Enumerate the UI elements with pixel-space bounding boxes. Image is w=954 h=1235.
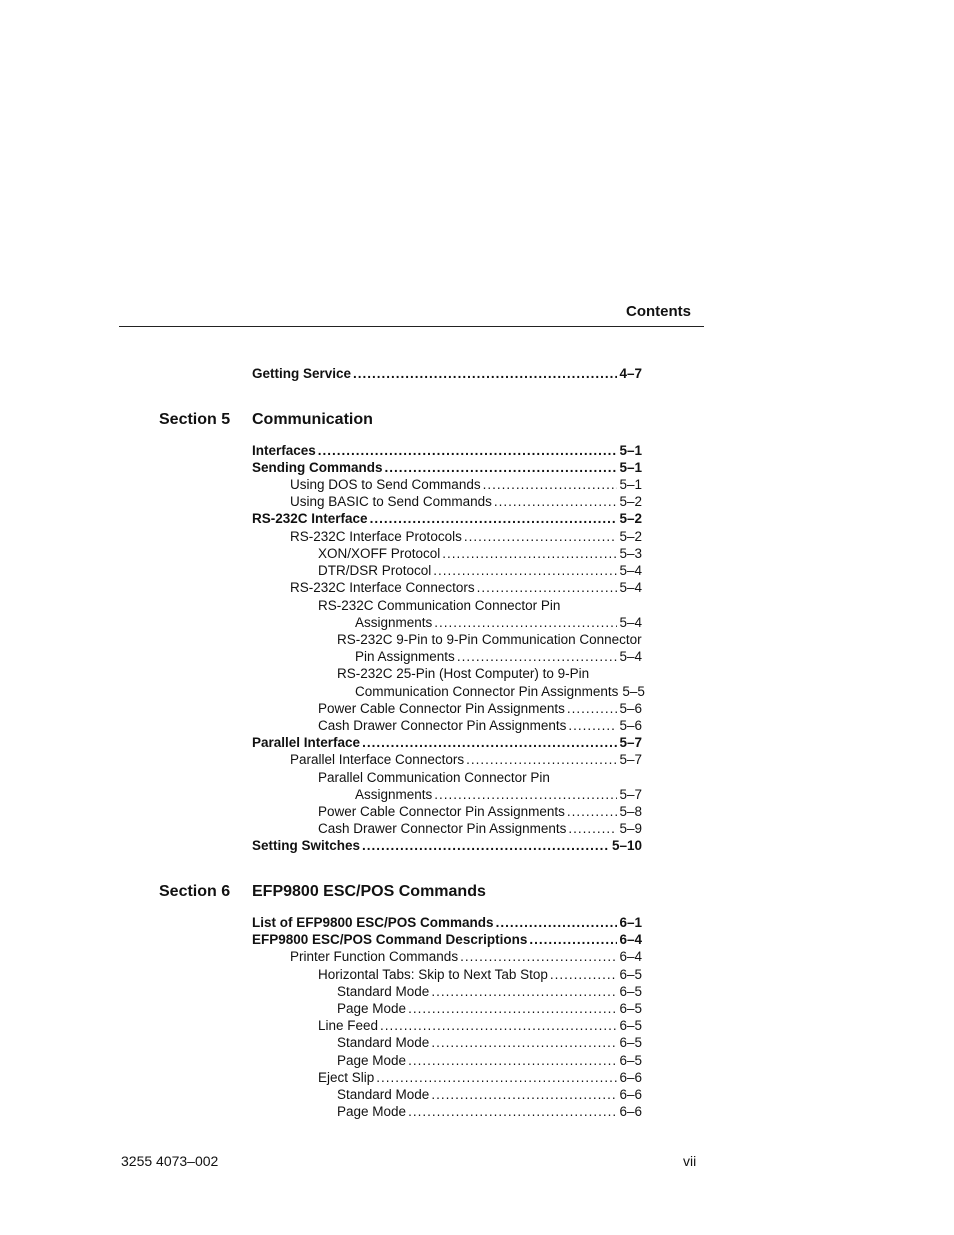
toc-entry[interactable] xyxy=(337,1103,642,1120)
toc-entry-page: 6–5 xyxy=(619,984,642,999)
toc-entry[interactable] xyxy=(318,562,642,579)
toc-entry[interactable] xyxy=(252,931,642,948)
toc-entry-title: Printer Function Commands xyxy=(290,949,459,964)
toc-entry[interactable] xyxy=(355,786,642,803)
toc-entry[interactable] xyxy=(318,717,642,734)
toc-entry[interactable] xyxy=(290,751,642,768)
section-title: EFP9800 ESC/POS Commands xyxy=(252,883,486,900)
toc-entry-page: 5–3 xyxy=(619,546,642,561)
toc-entry-title: Standard Mode xyxy=(337,1087,430,1102)
toc-entry-page: 5–2 xyxy=(619,494,642,509)
dot-leader xyxy=(370,510,618,527)
toc-entry-title: Sending Commands xyxy=(252,460,383,475)
toc-entry-page: 5–4 xyxy=(619,615,642,630)
toc-entry-title: Parallel Interface Connectors xyxy=(290,752,465,767)
toc-entry-page: 6–4 xyxy=(619,932,642,947)
running-header-title: Contents xyxy=(626,303,691,320)
footer-page-number: vii xyxy=(683,1153,697,1169)
toc-entry[interactable] xyxy=(355,614,642,631)
toc-entry-page: 6–6 xyxy=(619,1070,642,1085)
header-rule xyxy=(119,326,704,327)
toc-entry-title: Standard Mode xyxy=(337,1035,430,1050)
toc-entry-title: RS-232C Interface xyxy=(252,511,368,526)
toc-entry-page: 5–6 xyxy=(619,718,642,733)
toc-entry-page: 5–10 xyxy=(611,838,642,853)
toc-entry[interactable] xyxy=(290,476,642,493)
dot-leader xyxy=(568,820,617,837)
dot-leader xyxy=(353,365,617,382)
toc-entry[interactable] xyxy=(337,1086,642,1103)
toc-entry-page: 5–4 xyxy=(619,563,642,578)
dot-leader xyxy=(431,1034,617,1051)
toc-entry-title: EFP9800 ESC/POS Command Descriptions xyxy=(252,932,528,947)
dot-leader xyxy=(433,562,617,579)
dot-leader xyxy=(408,1052,617,1069)
dot-leader xyxy=(460,948,617,965)
toc-entry-title: Line Feed xyxy=(318,1018,379,1033)
toc-entry[interactable] xyxy=(252,510,642,527)
toc-entry-page: 6–5 xyxy=(619,1018,642,1033)
toc-entry-title: Setting Switches xyxy=(252,838,361,853)
toc-entry-page: 5–1 xyxy=(619,460,642,475)
toc-entry-title: Parallel Interface xyxy=(252,735,361,750)
toc-entry-page: 6–6 xyxy=(619,1087,642,1102)
dot-leader xyxy=(442,545,617,562)
dot-leader xyxy=(464,528,618,545)
toc-entry[interactable] xyxy=(318,966,642,983)
toc-entry-title-line: RS-232C 25-Pin (Host Computer) to 9-Pin xyxy=(337,666,590,681)
toc-entry-title: Assignments xyxy=(355,787,433,802)
toc-entry[interactable] xyxy=(337,983,642,1000)
toc-entry-title: Page Mode xyxy=(337,1001,407,1016)
toc-entry-page: 5–8 xyxy=(619,804,642,819)
toc-entry[interactable] xyxy=(290,579,642,596)
dot-leader xyxy=(477,579,618,596)
toc-entry-title: Communication Connector Pin Assignments xyxy=(355,684,619,699)
toc-entry[interactable] xyxy=(337,1052,642,1069)
toc-entry-page: 5–2 xyxy=(619,529,642,544)
dot-leader xyxy=(408,1000,617,1017)
dot-leader xyxy=(431,983,617,1000)
toc-entry-title: DTR/DSR Protocol xyxy=(318,563,432,578)
toc-entry-title: Page Mode xyxy=(337,1053,407,1068)
dot-leader xyxy=(568,717,617,734)
toc-entry[interactable] xyxy=(337,1034,642,1051)
toc-entry-page: 6–5 xyxy=(619,1053,642,1068)
toc-entry-page: 5–9 xyxy=(619,821,642,836)
section-label: Section 6 xyxy=(159,883,231,900)
dot-leader xyxy=(434,614,617,631)
dot-leader xyxy=(376,1069,617,1086)
toc-entry[interactable] xyxy=(290,493,642,510)
toc-entry-title: Cash Drawer Connector Pin Assignments xyxy=(318,821,567,836)
toc-entry[interactable] xyxy=(318,820,642,837)
toc-entry-page: 5–6 xyxy=(619,701,642,716)
toc-entry[interactable] xyxy=(252,837,642,854)
toc-entry[interactable] xyxy=(337,1000,642,1017)
toc-entry-page: 6–5 xyxy=(619,967,642,982)
toc-entry-title: Eject Slip xyxy=(318,1070,375,1085)
dot-leader xyxy=(362,734,617,751)
toc-entry[interactable] xyxy=(252,365,642,382)
section-label: Section 5 xyxy=(159,411,231,428)
dot-leader xyxy=(457,648,618,665)
toc-entry-title: Assignments xyxy=(355,615,433,630)
dot-leader xyxy=(483,476,618,493)
toc-entry-title: Power Cable Connector Pin Assignments xyxy=(318,804,565,819)
toc-entry-page: 5–4 xyxy=(619,649,642,664)
toc-entry-title: XON/XOFF Protocol xyxy=(318,546,441,561)
toc-entry[interactable] xyxy=(318,1017,642,1034)
toc-entry-title: RS-232C Interface Connectors xyxy=(290,580,475,595)
dot-leader xyxy=(529,931,617,948)
dot-leader xyxy=(494,493,618,510)
dot-leader xyxy=(550,966,618,983)
dot-leader xyxy=(380,1017,617,1034)
toc-entry[interactable] xyxy=(290,528,642,545)
toc-entry-title: Using DOS to Send Commands xyxy=(290,477,481,492)
toc-entry-page: 5–5 xyxy=(622,684,645,699)
dot-leader xyxy=(434,786,617,803)
toc-entry-page: 6–5 xyxy=(619,1001,642,1016)
toc-entry[interactable] xyxy=(290,948,642,965)
toc-entry-title: Interfaces xyxy=(252,443,316,458)
toc-entry-title: Using BASIC to Send Commands xyxy=(290,494,492,509)
toc-entry-title-line: Parallel Communication Connector Pin xyxy=(318,770,550,785)
toc-entry-title: Standard Mode xyxy=(337,984,430,999)
toc-entry-title: Horizontal Tabs: Skip to Next Tab Stop xyxy=(318,967,548,982)
toc-entry-title: Pin Assignments xyxy=(355,649,455,664)
toc-entry[interactable] xyxy=(318,803,642,820)
dot-leader xyxy=(385,459,618,476)
toc-entry-page: 6–1 xyxy=(619,915,642,930)
toc-entry-title: Page Mode xyxy=(337,1104,407,1119)
toc-entry-title: Cash Drawer Connector Pin Assignments xyxy=(318,718,567,733)
toc-entry-title-line: RS-232C 9-Pin to 9-Pin Communication Connector xyxy=(337,632,642,647)
toc-entry[interactable] xyxy=(252,459,642,476)
dot-leader xyxy=(318,442,618,459)
toc-entry[interactable] xyxy=(318,1069,642,1086)
toc-entry-page: 5–4 xyxy=(619,580,642,595)
toc-entry[interactable] xyxy=(252,442,642,459)
dot-leader xyxy=(408,1103,617,1120)
toc-entry-page: 5–7 xyxy=(619,752,642,767)
toc-entry-title-line: RS-232C Communication Connector Pin xyxy=(318,598,561,613)
toc-entry-title: RS-232C Interface Protocols xyxy=(290,529,462,544)
dot-leader xyxy=(567,803,618,820)
toc-entry-page: 6–6 xyxy=(619,1104,642,1119)
dot-leader xyxy=(496,914,618,931)
toc-entry[interactable] xyxy=(318,545,642,562)
toc-entry-title: Getting Service xyxy=(252,366,352,381)
footer-doc-number: 3255 4073–002 xyxy=(121,1153,219,1169)
toc-entry-page: 5–7 xyxy=(619,735,642,750)
toc-entry-page: 6–5 xyxy=(619,1035,642,1050)
dot-leader xyxy=(362,837,610,854)
toc-entry[interactable] xyxy=(355,648,642,665)
dot-leader xyxy=(567,700,618,717)
toc-entry-page: 5–1 xyxy=(619,477,642,492)
toc-entry-page: 5–2 xyxy=(619,511,642,526)
toc-entry-page: 4–7 xyxy=(619,366,642,381)
toc-entry-page: 5–1 xyxy=(619,443,642,458)
toc-entry-page: 6–4 xyxy=(619,949,642,964)
dot-leader xyxy=(466,751,617,768)
section-title: Communication xyxy=(252,411,373,428)
toc-entry[interactable] xyxy=(252,734,642,751)
toc-entry[interactable] xyxy=(252,914,642,931)
toc-entry[interactable] xyxy=(318,700,642,717)
toc-entry[interactable] xyxy=(355,683,645,700)
toc-entry-title: Power Cable Connector Pin Assignments xyxy=(318,701,565,716)
toc-entry-page: 5–7 xyxy=(619,787,642,802)
dot-leader xyxy=(431,1086,617,1103)
toc-entry-title: List of EFP9800 ESC/POS Commands xyxy=(252,915,494,930)
